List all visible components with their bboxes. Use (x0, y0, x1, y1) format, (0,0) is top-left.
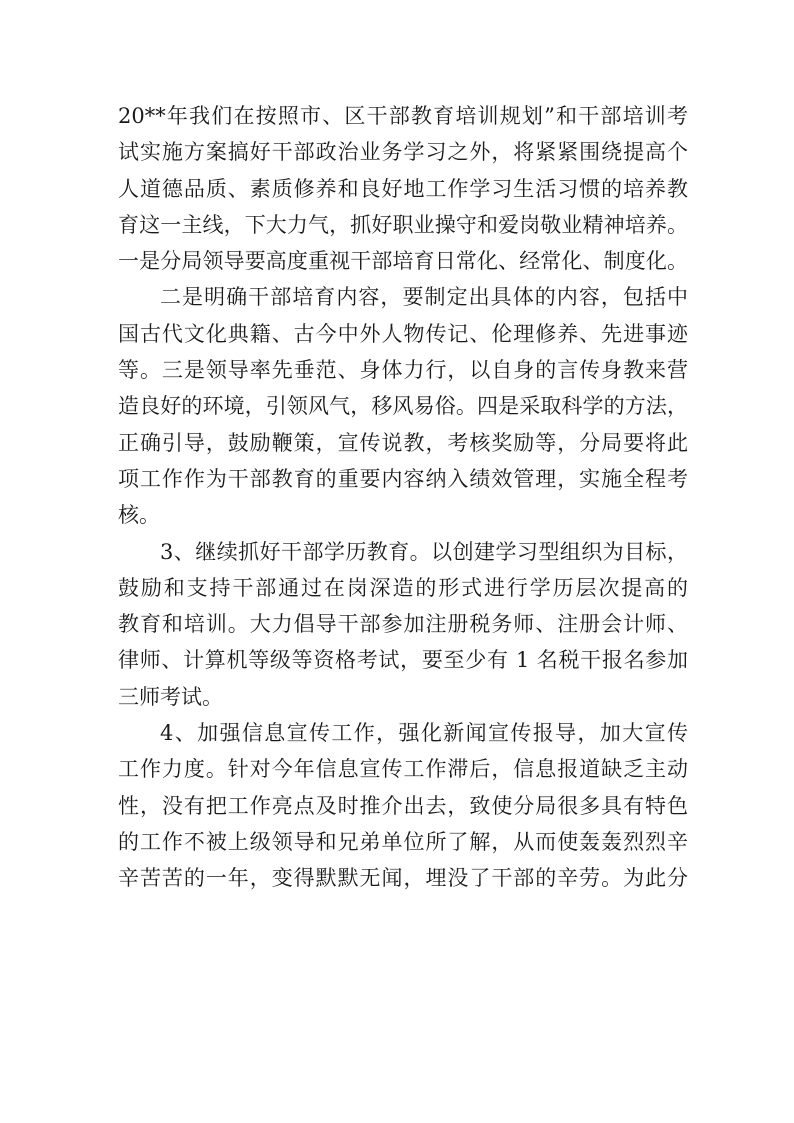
paragraph-1-line-2: 试实施方案搞好干部政治业务学习之外，将紧紧围绕提高个 (118, 140, 688, 165)
paragraph-2-line-4: 造良好的环境，引领风气，移风易俗。四是采取科学的方法， (118, 394, 688, 419)
paragraph-2-line-5: 正确引导，鼓励鞭策，宣传说教，考核奖励等，分局要将此 (118, 430, 688, 455)
paragraph-4-line-3: 性，没有把工作亮点及时推介出去，致使分局很多具有特色 (118, 793, 688, 818)
paragraph-4-line-1: 4、加强信息宣传工作，强化新闻宣传报导，加大宣传 (160, 721, 688, 746)
paragraph-1-line-5: 一是分局领导要高度重视干部培育日常化、经常化、制度化。 (118, 249, 688, 274)
paragraph-4-line-5: 辛苦苦的一年，变得默默无闻，埋没了干部的辛劳。为此分 (118, 866, 688, 891)
paragraph-3-line-1: 3、继续抓好干部学历教育。以创建学习型组织为目标， (160, 539, 688, 564)
paragraph-2-line-6: 项工作作为干部教育的重要内容纳入绩效管理，实施全程考 (118, 466, 688, 491)
paragraph-4-line-4: 的工作不被上级领导和兄弟单位所了解，从而使轰轰烈烈辛 (118, 829, 688, 854)
paragraph-2-line-3: 等。三是领导率先垂范、身体力行，以自身的言传身教来营 (118, 358, 688, 383)
paragraph-2-line-2: 国古代文化典籍、古今中外人物传记、伦理修养、先进事迹 (118, 321, 688, 346)
paragraph-3-line-3: 教育和培训。大力倡导干部参加注册税务师、注册会计师、 (118, 612, 688, 637)
paragraph-3-line-4: 律师、计算机等级等资格考试，要至少有 1 名税干报名参加 (118, 648, 688, 673)
paragraph-3-line-2: 鼓励和支持干部通过在岗深造的形式进行学历层次提高的 (118, 575, 688, 600)
paragraph-1-line-3: 人道德品质、素质修养和良好地工作学习生活习惯的培养教 (118, 176, 688, 201)
paragraph-1-line-1: 20**年我们在按照市、区干部教育培训规划”和干部培训考 (118, 104, 688, 128)
paragraph-2-line-1: 二是明确干部培育内容，要制定出具体的内容，包括中 (160, 285, 688, 310)
paragraph-4-line-2: 工作力度。针对今年信息宣传工作滞后，信息报道缺乏主动 (118, 757, 688, 782)
paragraph-1-line-4: 育这一主线，下大力气，抓好职业操守和爱岗敬业精神培养。 (118, 212, 688, 237)
document-body (118, 98, 688, 897)
paragraph-3-line-5: 三师考试。 (118, 684, 223, 709)
paragraph-2-line-7: 核。 (118, 503, 160, 528)
